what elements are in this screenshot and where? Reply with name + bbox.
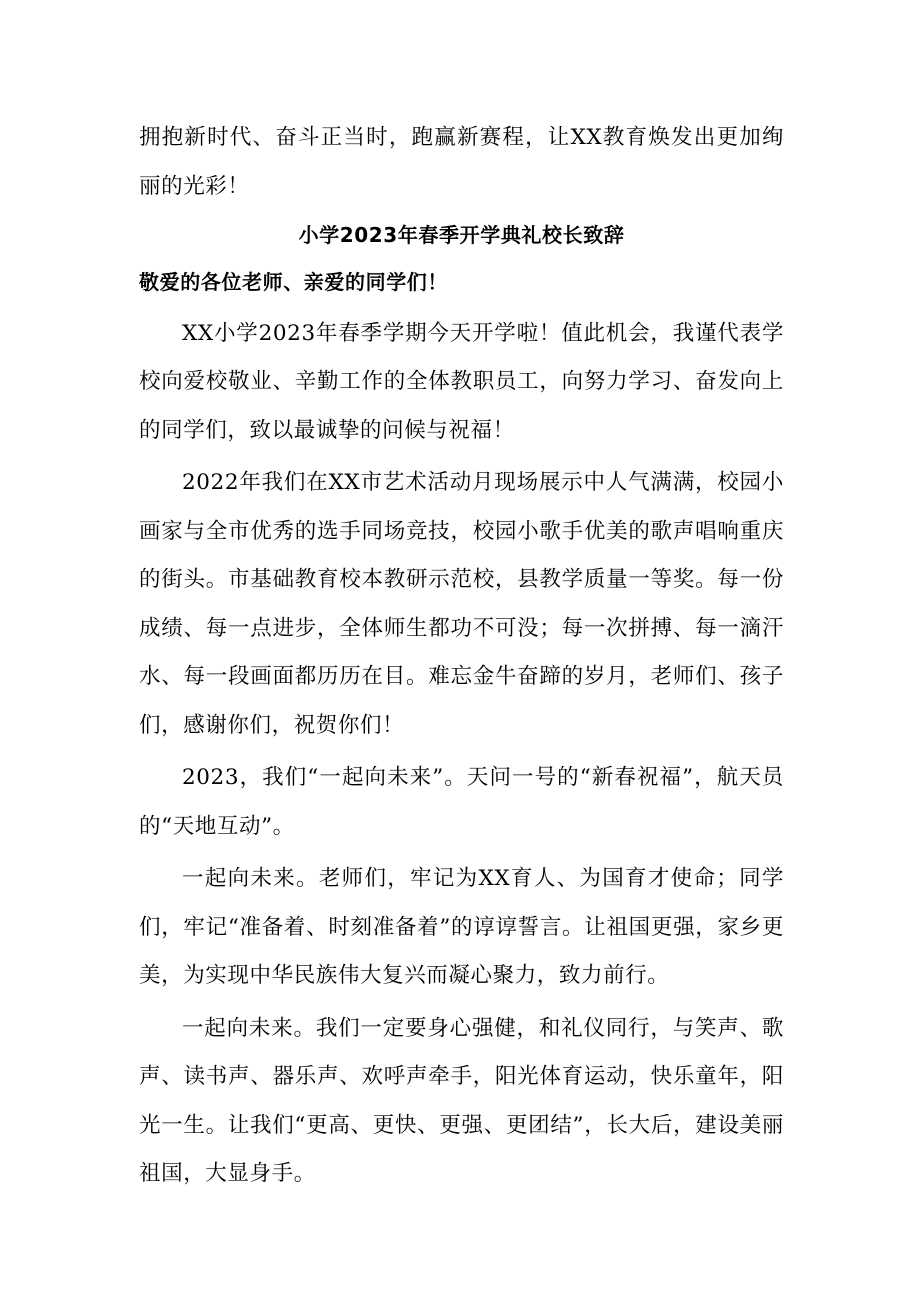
speech-title: 小学2023年春季开学典礼校长致辞 [298, 223, 625, 247]
body-paragraph-1: XX小学2023年春季学期今天开学啦！值此机会，我谨代表学校向爱校敬业、辛勤工作的全体教职员工，向努力学习、奋发向上的同学们，致以最诚挚的问候与祝福！ [139, 320, 784, 443]
body-paragraph-4: 一起向未来。老师们，牢记为XX育人、为国育才使命；同学们，牢记“准备着、时刻准备着”的谆谆誓言。让祖国更强，家乡更美，为实现中华民族伟大复兴而凝心聚力，致力前行。 [139, 866, 784, 988]
body-paragraph-5: 一起向未来。我们一定要身心强健，和礼仪同行，与笑声、歌声、读书声、器乐声、欢呼声牵手，阳光体育运动，快乐童年，阳光一生。让我们“更高、更快、更强、更团结”，长大后，建设美丽祖国，大显身手。 [139, 1015, 784, 1186]
continuation-paragraph: 拥抱新时代、奋斗正当时，跑赢新赛程，让XX教育焕发出更加绚丽的光彩！ [139, 125, 784, 199]
body-paragraph-3: 2023，我们“一起向未来”。天问一号的“新春祝福”，航天员的“天地互动”。 [139, 765, 784, 839]
salutation: 敬爱的各位老师、亲爱的同学们！ [139, 269, 448, 294]
document-body [139, 114, 784, 1199]
body-paragraph-2: 2022年我们在XX市艺术活动月现场展示中人气满满，校园小画家与全市优秀的选手同场竞技，校园小歌手优美的歌声唱响重庆的街头。市基础教育校本教研示范校，县教学质量一等奖。每一份成绩、每一点进步，全体师生都功不可没；每一次拼搏、每一滴汗水、每一段画面都历历在目。难忘金牛奋蹄的岁月，老师们、孩子们，感谢你们，祝贺你们！ [139, 470, 784, 738]
